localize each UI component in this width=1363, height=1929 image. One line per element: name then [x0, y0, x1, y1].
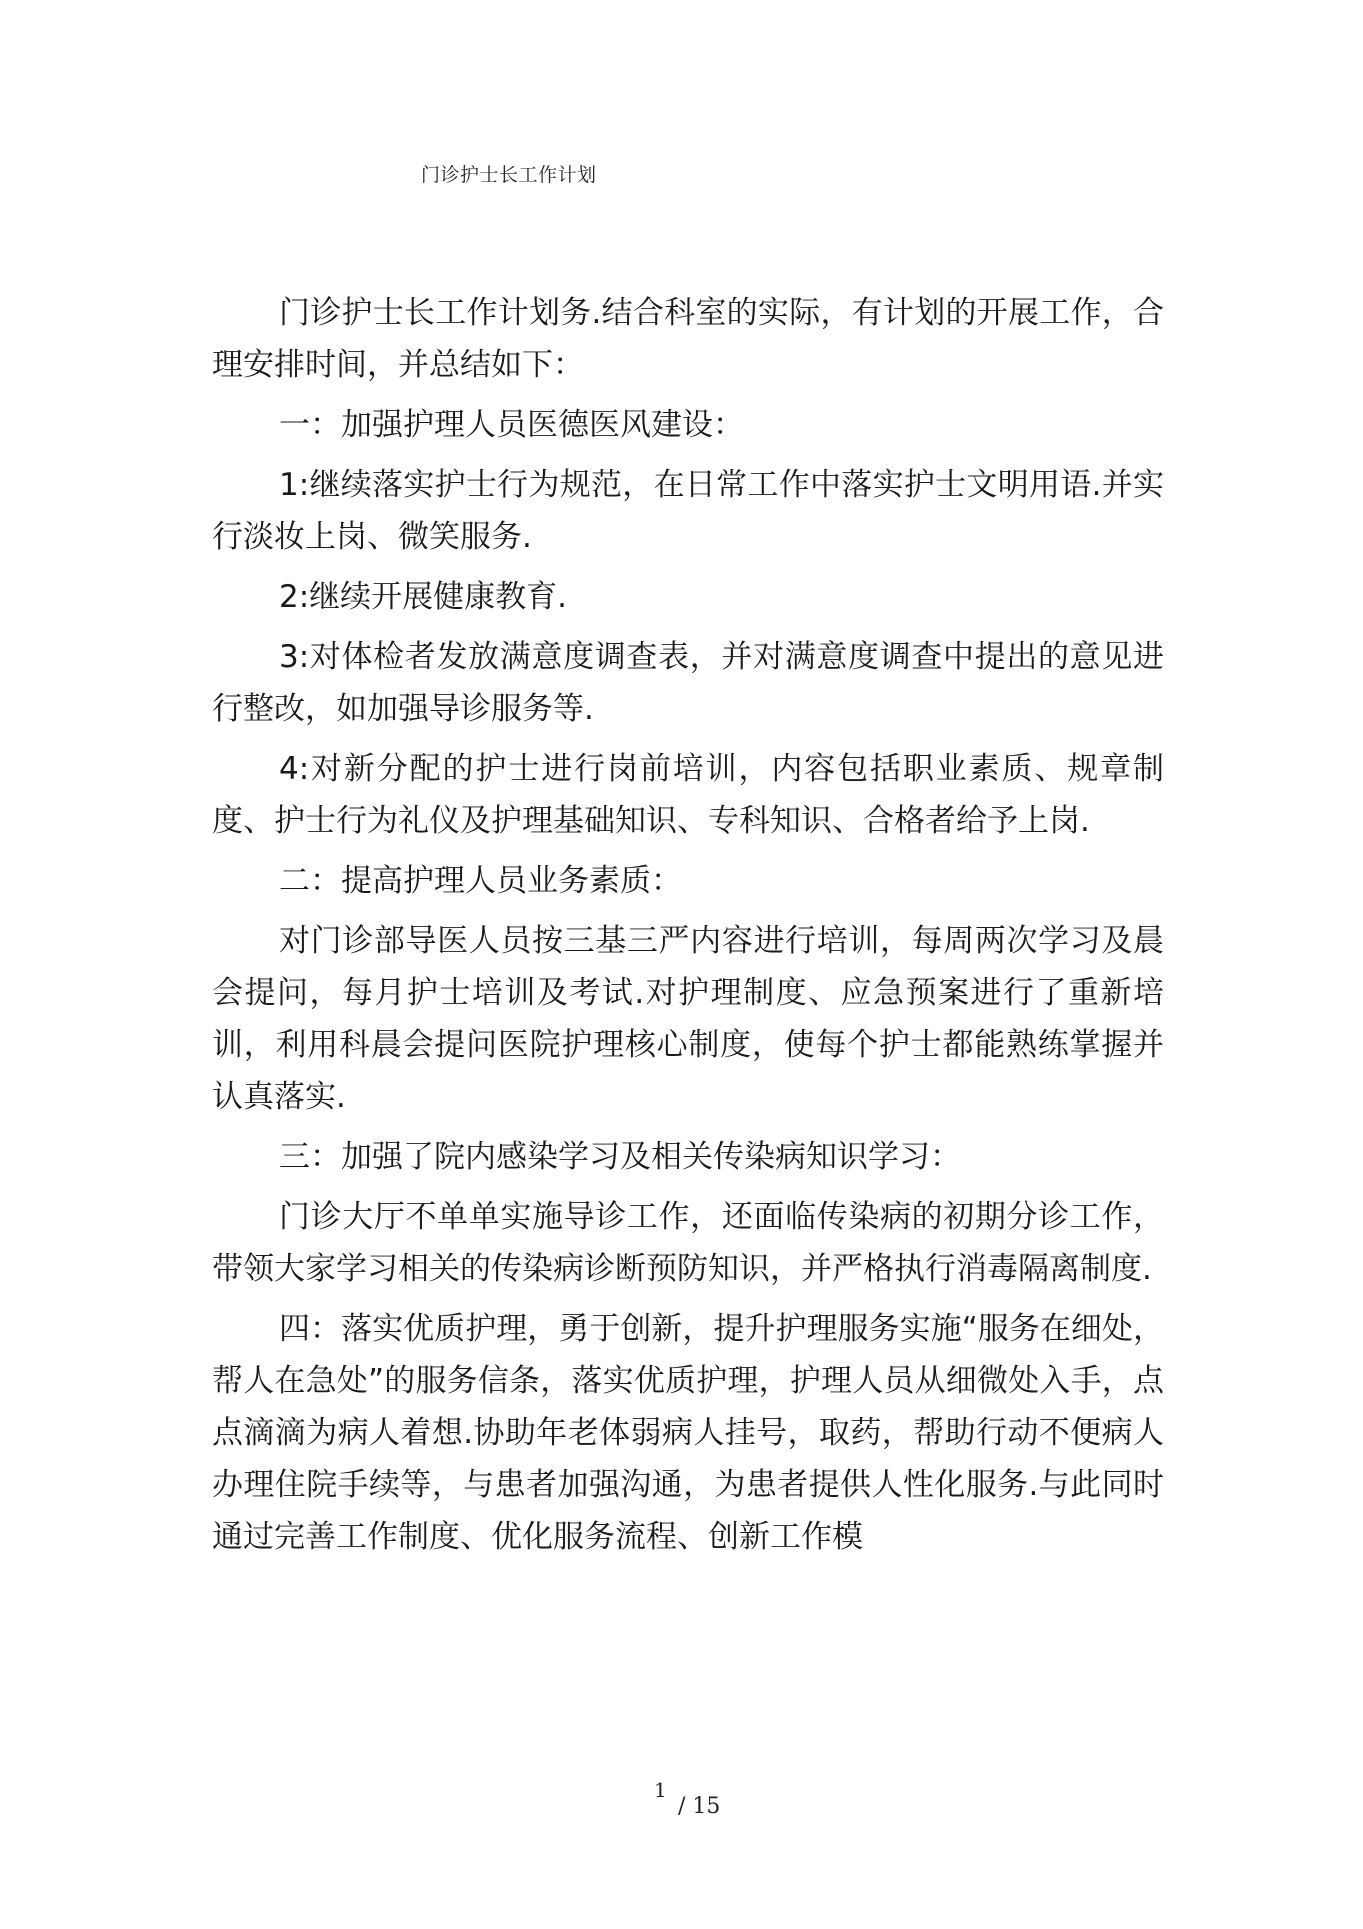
- document-title: 门诊护士长工作计划: [421, 164, 597, 186]
- page-footer: [0, 1778, 1363, 1828]
- list-item-3: 3:对体检者发放满意度调查表，并对满意度调查中提出的意见进行整改，如加强导诊服务等.: [212, 639, 1164, 727]
- section-heading-3: 三：加强了院内感染学习及相关传染病知识学习：: [279, 1139, 961, 1175]
- paragraph-quality-care: 四：落实优质护理，勇于创新，提升护理服务实施“服务在细处，帮人在急处”的服务信条，落实优质护理，护理人员从细微处入手，点点滴滴为病人着想.协助年老体弱病人挂号，取药，帮助行动不便病人办理住院手续等，与患者加强沟通，为患者提供人性化服务.与此同时通过完善工作制度、优化服务流程、创新工作模: [212, 1311, 1164, 1555]
- list-item-2: 2:继续开展健康教育.: [279, 579, 568, 615]
- paragraph-intro: 门诊护士长工作计划务.结合科室的实际，有计划的开展工作，合理安排时间，并总结如下：: [212, 295, 1164, 383]
- paragraph-training: 对门诊部导医人员按三基三严内容进行培训，每周两次学习及晨会提问，每月护士培训及考试.对护理制度、应急预案进行了重新培训，利用科晨会提问医院护理核心制度，使每个护士都能熟练掌握并认真落实.: [212, 923, 1164, 1115]
- paragraph-infection: 门诊大厅不单单实施导诊工作，还面临传染病的初期分诊工作，带领大家学习相关的传染病诊断预防知识，并严格执行消毒隔离制度.: [212, 1199, 1164, 1287]
- list-item-4: 4:对新分配的护士进行岗前培训，内容包括职业素质、规章制度、护士行为礼仪及护理基础知识、专科知识、合格者给予上岗.: [212, 751, 1164, 839]
- page-total: / 15: [678, 1794, 721, 1819]
- document-body: [212, 287, 1164, 1571]
- list-item-1: 1:继续落实护士行为规范，在日常工作中落实护士文明用语.并实行淡妆上岗、微笑服务.: [212, 467, 1164, 555]
- page-number: 1: [654, 1778, 667, 1802]
- section-heading-2: 二：提高护理人员业务素质：: [279, 863, 682, 899]
- section-heading-1: 一：加强护理人员医德医风建设：: [279, 407, 744, 443]
